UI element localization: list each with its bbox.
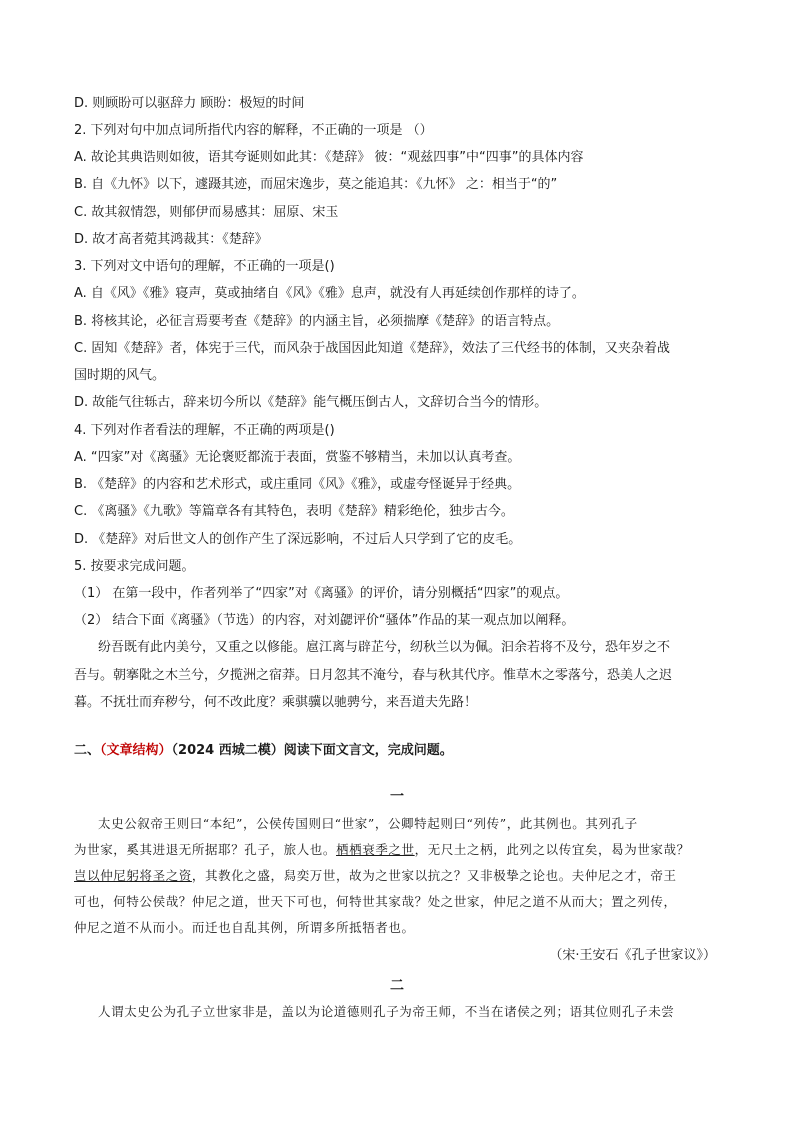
option-line: B. 《楚辞》的内容和艺术形式，或庄重同《风》《雅》，或虚夸怪诞异于经典。 [74,477,521,492]
section-tag: （文章结构） [100,743,172,758]
option-line: B. 将核其论，必征言焉要考查《楚辞》的内涵主旨，必须揣摩《楚辞》的语言特点。 [74,314,560,329]
passage-text: ，其教化之盛，舄奕万世，故为之世家以抗之？又非极挚之论也。夫仲尼之才，帝王 [191,868,677,883]
option-line: D. 则顾盼可以驱辞力 顾盼：极短的时间 [74,96,305,111]
poem-line: 纷吾既有此内美兮，又重之以修能。扈江离与辟芷兮，纫秋兰以为佩。汩余若将不及兮，恐年岁之不 [98,640,671,655]
option-line: A. “四家”对《离骚》无论褒贬都流于表面，赏鉴不够精当，未加以认真考查。 [74,450,521,465]
section-number: 二、 [74,743,101,758]
passage-line [74,867,677,885]
passage-heading: 一 [390,789,404,805]
option-line: 国时期的风气。 [74,368,166,383]
passage-line [74,841,690,859]
underlined-phrase: 岂以仲尼躬将圣之资 [74,868,192,883]
passage-line: 仲尼之道不从而小。而迁也自乱其例，所谓多所抵牾者也。 [74,920,415,935]
option-line: D. 《楚辞》对后世文人的创作产生了深远影响，不过后人只学到了它的皮毛。 [74,532,522,547]
sub-question: （2） 结合下面《离骚》（节选）的内容，对刘勰评价“骚体”作品的某一观点加以阐释。 [74,613,575,628]
section-instruction: 阅读下面文言文，完成问题。 [283,743,453,758]
passage-line: 可也，何特公侯哉？仲尼之道，世天下可也，何特世其家哉？处之世家，仲尼之道不从而大；置之列传， [74,894,677,909]
attribution: （宋·王安石《孔子世家议》） [549,948,716,963]
passage-heading: 二 [390,978,404,994]
option-line: C. 《离骚》《九歌》等篇章各有其特色，表明《楚辞》精彩绝伦，独步古今。 [74,504,514,519]
passage-text: ，无尺土之柄，此列之以传宜矣，曷为世家哉？ [414,842,690,857]
section-source: （2024 西城二模） [171,743,284,758]
section-heading [74,742,453,760]
option-line: C. 固知《楚辞》者，体宪于三代，而风杂于战国因此知道《楚辞》，效法了三代经书的体制，又夹杂着战 [74,341,670,356]
option-line: D. 故才高者菀其鸿裁其：《楚辞》 [74,232,268,247]
option-line: A. 故论其典诰则如彼，语其夸诞则如此其：《楚辞》 彼：“观兹四事”中“四事”的具体内容 [74,150,584,165]
option-line: A. 自《风》《雅》寝声，莫或抽绪自《风》《雅》息声，就没有人再延续创作那样的诗了。 [74,286,585,301]
passage-line: 人谓太史公为孔子立世家非是，盖以为论道德则孔子为帝王师，不当在诸侯之列；语其位则孔子未尝 [98,1004,675,1019]
question-stem: 5. 按要求完成问题。 [74,559,195,574]
poem-line: 暮。不抚壮而弃秽兮，何不改此度？乘骐骥以驰骋兮，来吾道夫先路！ [74,695,478,710]
question-stem: 3. 下列对文中语句的理解，不正确的一项是() [74,259,335,274]
option-line: B. 自《九怀》以下，遽蹑其迹，而屈宋逸步，莫之能追其：《九怀》 之：相当于“的” [74,177,558,192]
sub-question: （1） 在第一段中，作者列举了“四家”对《离骚》的评价，请分别概括“四家”的观点。 [74,586,569,601]
question-stem: 4. 下列对作者看法的理解，不正确的两项是() [74,423,335,438]
question-stem: 2. 下列对句中加点词所指代内容的解释，不正确的一项是 （） [74,123,433,138]
option-line: D. 故能气往轹古，辞来切今所以《楚辞》能气概压倒古人，文辞切合当今的情形。 [74,395,548,410]
passage-text: 为世家，奚其进退无所据耶？孔子，旅人也。 [74,842,337,857]
underlined-phrase: 栖栖衰季之世 [336,842,415,857]
option-line: C. 故其叙情怨，则郁伊而易感其：屈原、宋玉 [74,205,339,220]
poem-line: 吾与。朝搴阰之木兰兮，夕揽洲之宿莽。日月忽其不淹兮，春与秋其代序。惟草木之零落兮，恐美人之迟 [74,668,673,683]
passage-line: 太史公叙帝王则曰“本纪”，公侯传国则曰“世家”，公卿特起则曰“列传”，此其例也。其列孔子 [98,816,638,831]
